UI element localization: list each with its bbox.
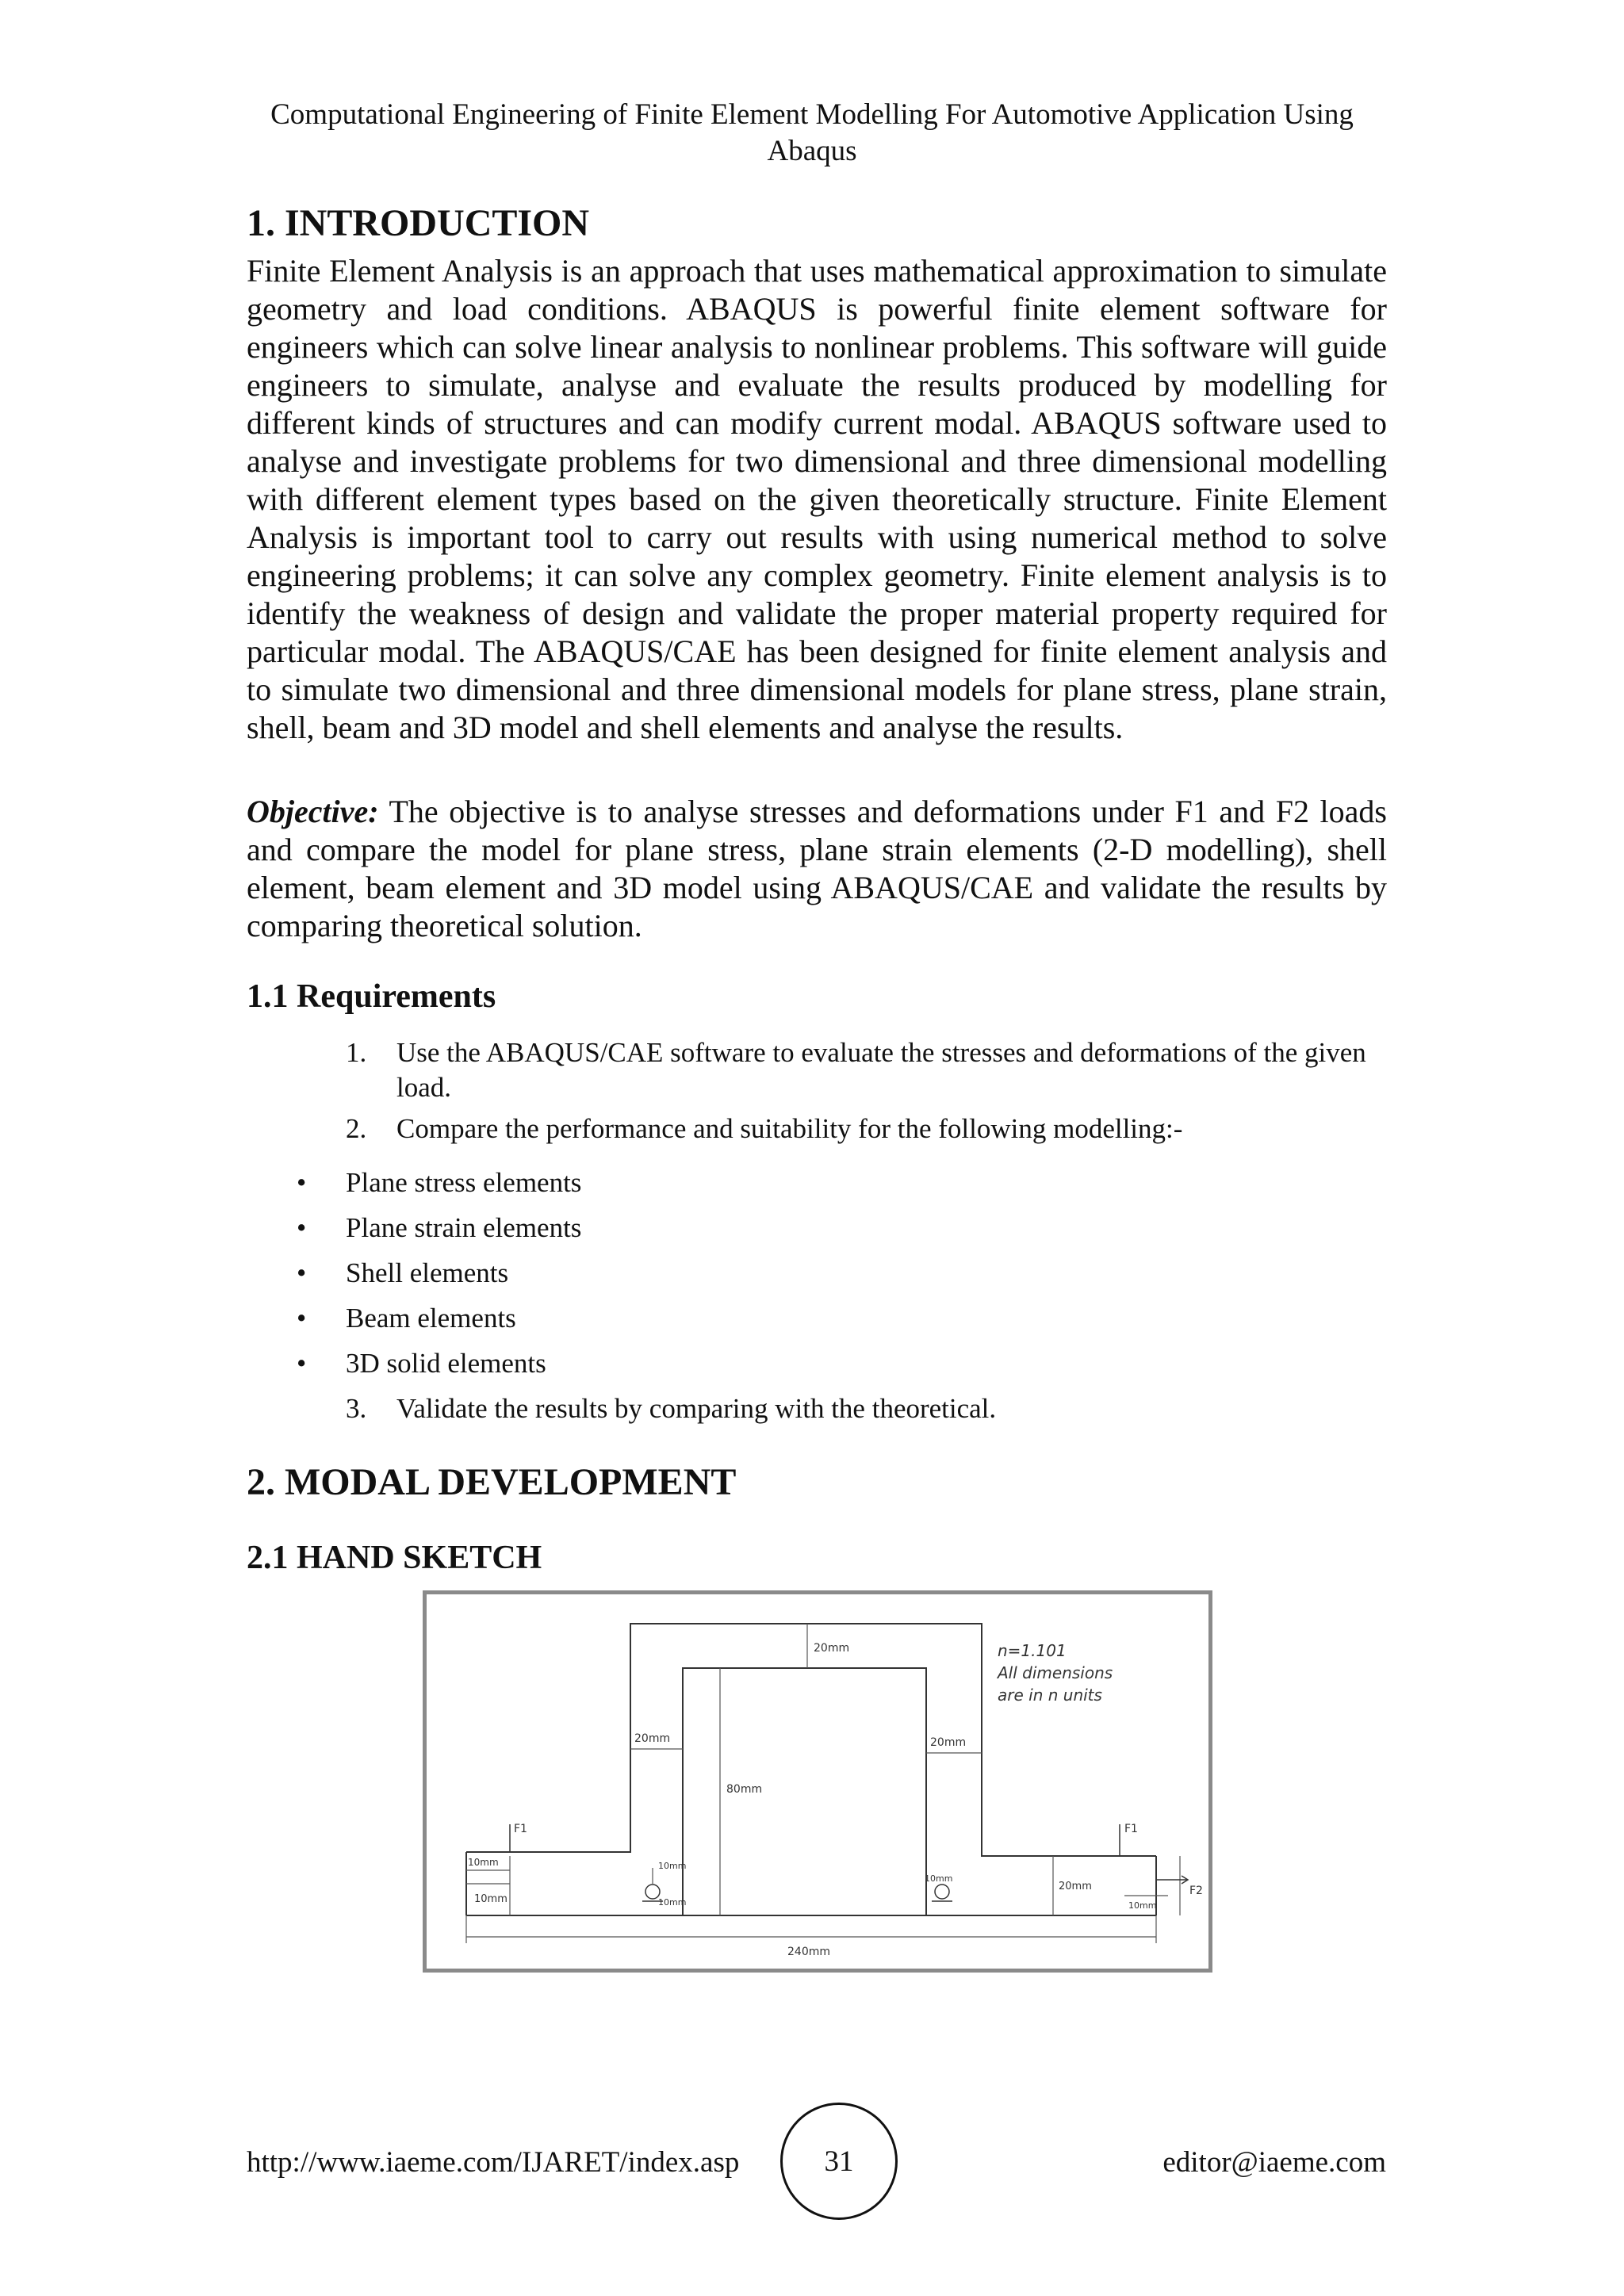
bullet-item: • 3D solid elements [297, 1346, 546, 1381]
load-f1-left-label: F1 [514, 1823, 527, 1835]
bullet-item: • Beam elements [297, 1301, 516, 1336]
requirement-item-2 [346, 1112, 1387, 1146]
bullet-icon: • [297, 1303, 307, 1334]
bullet-icon: • [297, 1212, 307, 1243]
page-number: 31 [780, 2103, 898, 2220]
dim-total-length-label: 240mm [787, 1946, 830, 1958]
section-heading-introduction: 1. INTRODUCTION [247, 202, 590, 244]
dim-inner-height-label: 80mm [726, 1783, 763, 1796]
bullet-item: • Plane strain elements [297, 1211, 581, 1246]
bullet-icon: • [297, 1348, 307, 1379]
requirement-item-1 [346, 1035, 1387, 1105]
sketch-note-line-1: n=1.101 [998, 1641, 1067, 1660]
bullet-icon: • [297, 1167, 307, 1198]
requirement-text: Compare the performance and suitability for the following modelling:- [396, 1113, 1183, 1144]
dim-top-label: 20mm [814, 1642, 850, 1655]
objective-text: The objective is to analyse stresses and deformations under F1 and F2 loads and compare the model for plane stress, plane strain elements (2-D modelling), shell element, beam element and 3D model using ABAQUS/CAE and validate the results by comparing theoretical solution. [247, 794, 1387, 943]
dim-left-wall-label: 20mm [634, 1732, 671, 1745]
dim-right-flange-label: 20mm [1059, 1881, 1092, 1892]
dim-support-right-label: 10mm [925, 1873, 953, 1884]
dim-support-left-a-label: 10mm [658, 1861, 687, 1871]
requirement-text: Use the ABAQUS/CAE software to evaluate the stresses and deformations of the given load. [396, 1037, 1366, 1103]
requirement-number: 3. [346, 1393, 367, 1424]
sketch-note-line-3: are in n units [998, 1686, 1102, 1705]
dim-right-end-label: 10mm [1128, 1900, 1157, 1911]
hand-sketch-figure [423, 1590, 1212, 1973]
running-header: Computational Engineering of Finite Element Modelling For Automotive Application Using Abaqus [270, 98, 1354, 167]
requirement-number: 2. [346, 1113, 367, 1144]
requirement-text: Validate the results by comparing with the theoretical. [396, 1393, 997, 1424]
section-heading-modal-development: 2. MODAL DEVELOPMENT [247, 1461, 737, 1503]
support-icon [642, 1885, 952, 1901]
requirement-number: 1. [346, 1037, 367, 1068]
objective-label: Objective: [247, 794, 379, 829]
section-heading-hand-sketch: 2.1 HAND SKETCH [247, 1540, 542, 1576]
dim-right-wall-label: 20mm [930, 1736, 967, 1749]
load-f2-label: F2 [1189, 1885, 1203, 1897]
dim-left-flange-top-label: 10mm [468, 1857, 499, 1868]
requirement-item-3 [346, 1391, 1387, 1426]
footer-url-link[interactable]: http://www.iaeme.com/IJARET/index.asp [247, 2146, 740, 2179]
sketch-note-line-2: All dimensions [998, 1663, 1113, 1682]
bullet-item: • Plane stress elements [297, 1165, 581, 1200]
load-arrows [510, 1824, 1188, 1884]
objective-paragraph [247, 793, 1387, 945]
dim-support-left-b-label: 10mm [658, 1897, 687, 1908]
introduction-paragraph: Finite Element Analysis is an approach that uses mathematical approximation to simulate geometry and load conditions. ABAQUS is powerful finite element software for engineers which can solve linear analysis to nonlinear problems. This software will guide engineers to simulate, analyse and evaluate the results produced by modelling for different kinds of structures and can modify current modal. ABAQUS software used to analyse and investigate problems for two dimensional and three dimensional modelling with different element types based on the given theoretically structure. Finite Element Analysis is important tool to carry out results with using numerical method to solve engineering problems; it can solve any complex geometry. Finite element analysis is to identify the weakness of design and validate the proper material property required for particular modal. The ABAQUS/CAE has been designed for finite element analysis and to simulate two dimensional and three dimensional models for plane stress, plane strain, shell, beam and 3D model and shell elements and analyse the results. [247, 253, 1387, 745]
bullet-item: • Shell elements [297, 1256, 508, 1291]
dim-left-flange-label: 10mm [474, 1893, 508, 1905]
load-f1-right-label: F1 [1124, 1823, 1138, 1835]
footer-email-link[interactable]: editor@iaeme.com [1162, 2146, 1386, 2179]
bullet-icon: • [297, 1257, 307, 1288]
hand-sketch-drawing [427, 1594, 1208, 1969]
section-heading-requirements: 1.1 Requirements [247, 978, 496, 1015]
